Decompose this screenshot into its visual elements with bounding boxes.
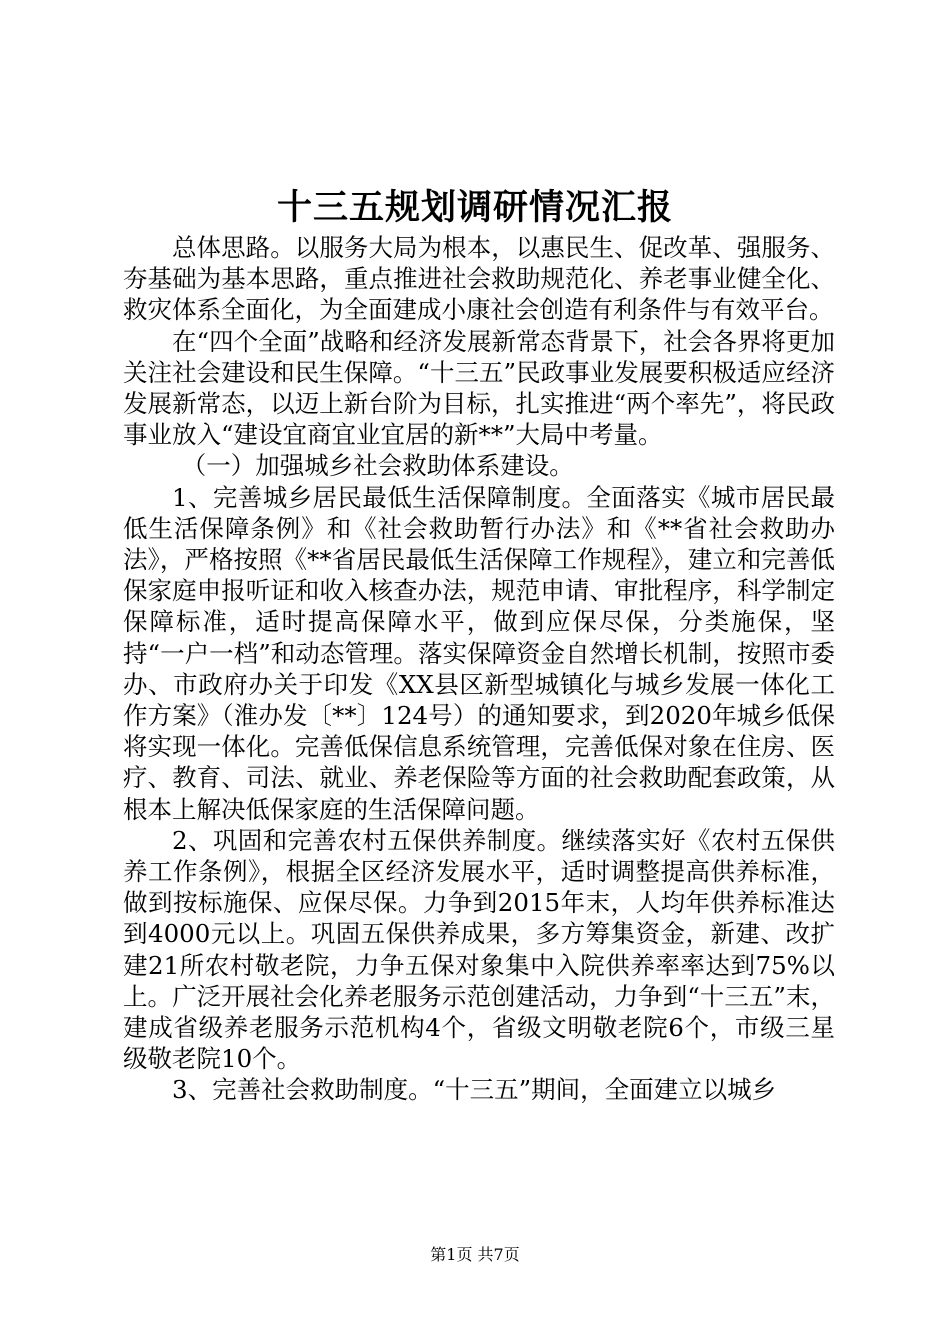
page-number-footer: 第1页 共7页 <box>430 1245 520 1264</box>
document-title: 十三五规划调研情况汇报 <box>276 187 673 228</box>
section-heading-1: （一）加强城乡社会救助体系建设。 <box>181 451 574 481</box>
paragraph-item-2: 2、巩固和完善农村五保供养制度。继续落实好《农村五保供养工作条例》，根据全区经济发展水平，适时调整提高供养标准，做到按标施保、应保尽保。力争到2015年末，人均年供养标准达到4000元以上。巩固五保供养成果，多方筹集资金，新建、改扩建21所农村敬老院，力争五保对象集中入院供养率率达到75%以上。广泛开展社会化养老服务示范创建活动，力争到“十三五”末，建成省级养老服务示范机构4个，省级文明敬老院6个，市级三星级敬老院10个。 <box>123 825 835 1074</box>
paragraph-item-1: 1、完善城乡居民最低生活保障制度。全面落实《城市居民最低生活保障条例》和《社会救助暂行办法》和《**省社会救助办法》，严格按照《**省居民最低生活保障工作规程》，建立和完善低保家庭申报听证和收入核查办法，规范申请、审批程序，科学制定保障标准，适时提高保障水平，做到应保尽保，分类施保，坚持“一户一档”和动态管理。落实保障资金自然增长机制，按照市委办、市政府办关于印发《XX县区新型城镇化与城乡发展一体化工作方案》（淮办发〔**〕124号）的通知要求，到2020年城乡低保将实现一体化。完善低保信息系统管理，完善低保对象在住房、医疗、教育、司法、就业、养老保险等方面的社会救助配套政策，从根本上解决低保家庭的生活保障问题。 <box>123 482 835 824</box>
paragraph-item-3: 3、完善社会救助制度。“十三五”期间，全面建立以城乡 <box>172 1075 777 1105</box>
document-body <box>123 232 835 1106</box>
paragraph-background: 在“四个全面”战略和经济发展新常态背景下，社会各界将更加关注社会建设和民生保障。“十三五”民政事业发展要积极适应经济发展新常态，以迈上新台阶为目标，扎实推进“两个率先”，将民政事业放入“建设宜商宜业宜居的新**”大局中考量。 <box>123 326 835 450</box>
paragraph-overall-approach: 总体思路。以服务大局为根本，以惠民生、促改革、强服务、夯基础为基本思路，重点推进社会救助规范化、养老事业健全化、救灾体系全面化，为全面建成小康社会创造有利条件与有效平台。 <box>123 233 835 325</box>
